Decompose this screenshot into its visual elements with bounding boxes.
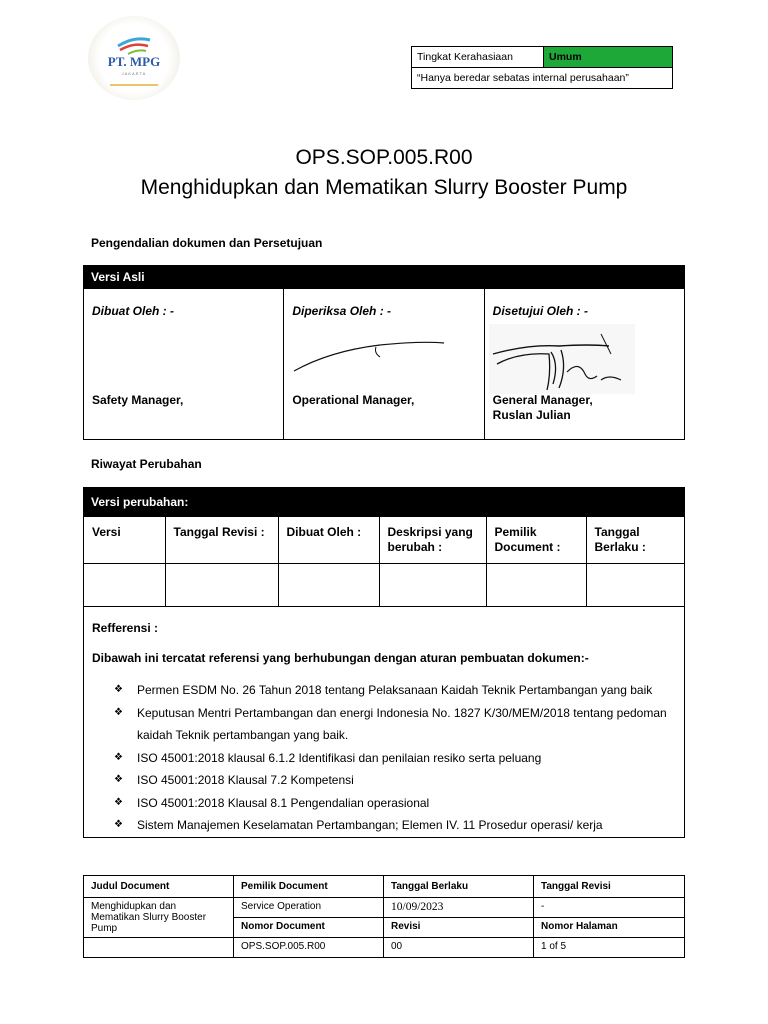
confidentiality-note: “Hanya beredar sebatas internal perusahaan”	[412, 68, 673, 89]
diamond-bullet-icon: ❖	[114, 751, 123, 763]
footer-empty-cell	[84, 938, 234, 958]
history-header-row	[84, 517, 684, 563]
history-cell	[586, 563, 684, 606]
col-pemilik-document: Pemilik Document :	[486, 517, 586, 563]
document-info-table	[83, 875, 685, 958]
reference-item: ❖ ISO 45001:2018 Klausal 8.1 Pengendalian operasional	[114, 792, 679, 815]
history-cell	[84, 563, 165, 606]
reference-item: ❖ ISO 45001:2018 Klausal 7.2 Kompetensi	[114, 769, 679, 792]
nomor-value: OPS.SOP.005.R00	[234, 938, 384, 958]
logo-subtitle: JAKARTA	[121, 71, 147, 76]
confidentiality-box	[411, 46, 673, 89]
signature-general-manager	[489, 324, 635, 394]
references-intro: Dibawah ini tercatat referensi yang berhubungan dengan aturan pembuatan dokumen:-	[92, 651, 589, 665]
history-table	[84, 517, 684, 607]
confidentiality-level: Umum	[544, 47, 673, 68]
col-tanggal-revisi: Tanggal Revisi :	[165, 517, 278, 563]
approved-by-label: Disetujui Oleh : -	[492, 304, 588, 318]
col-deskripsi: Deskripsi yang berubah :	[379, 517, 486, 563]
diamond-bullet-icon: ❖	[114, 774, 123, 785]
checked-by-label: Diperiksa Oleh : -	[292, 304, 392, 318]
revision-header: Versi perubahan:	[83, 487, 685, 517]
history-cell	[278, 563, 379, 606]
document-title: Menghidupkan dan Mematikan Slurry Booster Pump	[140, 176, 628, 199]
berlaku-value: 10/09/2023	[384, 898, 534, 918]
prepared-by-role: Safety Manager,	[92, 393, 184, 407]
nomor-label: Nomor Document	[234, 918, 384, 938]
revisi-label: Revisi	[384, 918, 534, 938]
history-cell	[165, 563, 278, 606]
revisi-value: 00	[384, 938, 534, 958]
approval-table	[83, 289, 685, 440]
approval-checked-by	[284, 289, 484, 439]
approved-by-title: General Manager,	[492, 393, 593, 407]
judul-value: Menghidupkan dan Mematikan Slurry Booster Pump	[84, 898, 234, 938]
document-code: OPS.SOP.005.R00	[295, 146, 473, 169]
approval-approved-by	[485, 289, 684, 439]
diamond-bullet-icon: ❖	[114, 706, 123, 718]
logo-company-name: PT. MPG	[107, 54, 161, 69]
reference-item: ❖ Keputusan Mentri Pertambangan dan energi Indonesia No. 1827 K/30/MEM/2018 tentang pedoman kaidah Teknik pertambangan yang baik.	[114, 702, 679, 747]
pemilik-label: Pemilik Document	[234, 876, 384, 898]
references-list	[114, 679, 679, 837]
reference-item: ❖ ISO 45001:2018 klausal 6.1.2 Identifikasi dan penilaian resiko serta peluang	[114, 747, 679, 770]
prepared-by-label: Dibuat Oleh : -	[92, 304, 174, 318]
berlaku-label: Tanggal Berlaku	[384, 876, 534, 898]
col-tanggal-berlaku: Tanggal Berlaku :	[586, 517, 684, 563]
approved-by-name: Ruslan Julian	[492, 408, 571, 422]
signature-operational-manager	[290, 337, 450, 377]
approval-prepared-by	[84, 289, 284, 439]
diamond-bullet-icon: ❖	[114, 684, 123, 695]
revisi-date-label: Tanggal Revisi	[534, 876, 685, 898]
col-dibuat-oleh: Dibuat Oleh :	[278, 517, 379, 563]
pemilik-value: Service Operation	[234, 898, 384, 918]
history-cell	[379, 563, 486, 606]
history-cell	[486, 563, 586, 606]
col-versi: Versi	[84, 517, 165, 563]
references-title: Refferensi :	[92, 621, 159, 635]
company-logo	[88, 16, 180, 100]
diamond-bullet-icon: ❖	[114, 796, 123, 808]
approved-by-role	[493, 393, 593, 423]
checked-by-role: Operational Manager,	[292, 393, 415, 407]
original-version-header: Versi Asli	[83, 265, 685, 289]
confidentiality-label: Tingkat Kerahasiaan	[412, 47, 544, 68]
halaman-value: 1 of 5	[534, 938, 685, 958]
diamond-bullet-icon: ❖	[114, 819, 123, 830]
judul-label: Judul Document	[84, 876, 234, 898]
reference-item: ❖ Permen ESDM No. 26 Tahun 2018 tentang Pelaksanaan Kaidah Teknik Pertambangan yang baik	[114, 679, 679, 702]
reference-item: ❖ Sistem Manajemen Keselamatan Pertambangan; Elemen IV. 11 Prosedur operasi/ kerja	[114, 814, 679, 837]
revisi-date-value: -	[534, 898, 685, 918]
halaman-label: Nomor Halaman	[534, 918, 685, 938]
history-heading: Riwayat Perubahan	[91, 457, 202, 471]
history-table-block	[83, 517, 685, 838]
history-empty-row	[84, 563, 684, 606]
control-heading: Pengendalian dokumen dan Persetujuan	[91, 236, 323, 250]
